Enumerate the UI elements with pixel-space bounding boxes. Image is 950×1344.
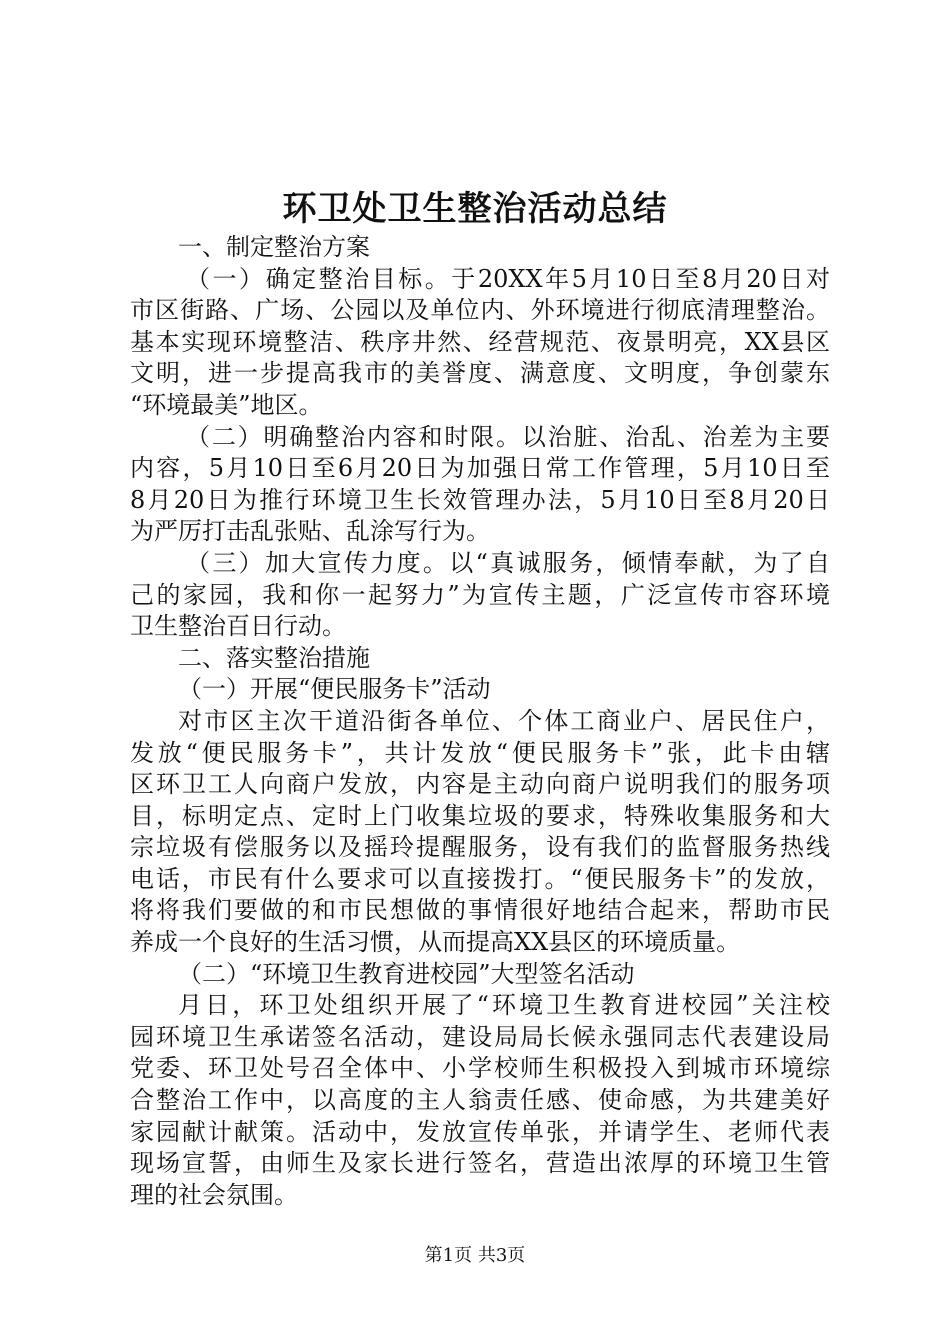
body-line: “环境最美”地区。 — [130, 390, 323, 419]
body-line: 现场宣誓，由师生及家长进行签名，营造出浓厚的环境卫生管 — [130, 1149, 830, 1178]
body-line: 区环卫工人向商户发放，内容是主动向商户说明我们的服务项 — [130, 770, 830, 799]
body-line: 家园献计献策。活动中，发放宣传单张，并请学生、老师代表 — [130, 1117, 830, 1146]
body-line: （二）“环境卫生教育进校园”大型签名活动 — [178, 959, 635, 988]
body-line: 合整治工作中，以高度的主人翁责任感、使命感，为共建美好 — [130, 1086, 830, 1115]
body-line: 二、落实整治措施 — [178, 643, 370, 672]
body-line: （二）明确整治内容和时限。以治脏、治乱、治差为主要 — [186, 422, 830, 451]
body-line: 己的家园，我和你一起努力”为宣传主题，广泛宣传市容环境 — [130, 580, 830, 609]
body-line: 园环境卫生承诺签名活动，建设局局长候永强同志代表建设局 — [130, 1022, 830, 1051]
body-line: 为严厉打击乱张贴、乱涂写行为。 — [130, 517, 490, 546]
body-line: （一）开展“便民服务卡”活动 — [178, 675, 491, 704]
body-line: 对市区主次干道沿街各单位、个体工商业户、居民住户， — [178, 706, 830, 735]
body-line: 理的社会氛围。 — [130, 1180, 298, 1209]
document-body — [130, 232, 830, 1211]
document-title: 环卫处卫生整治活动总结 — [282, 189, 668, 229]
body-line: 一、制定整治方案 — [178, 233, 370, 261]
body-line: 月日，环卫处组织开展了“环境卫生教育进校园”关注校 — [178, 991, 830, 1020]
body-line: 市区街路、广场、公园以及单位内、外环境进行彻底清理整治。 — [130, 296, 830, 325]
body-line: 将将我们要做的和市民想做的事情很好地结合起来，帮助市民 — [130, 896, 830, 925]
body-line: 宗垃圾有偿服务以及摇玲提醒服务，设有我们的监督服务热线 — [130, 833, 830, 862]
body-line: 养成一个良好的生活习惯，从而提高XX县区的环境质量。 — [130, 928, 741, 957]
body-line: （一）确定整治目标。于20XX年5月10日至8月20日对 — [186, 264, 830, 293]
body-line: （三）加大宣传力度。以“真诚服务，倾情奉献，为了自 — [186, 548, 830, 577]
body-line: 基本实现环境整洁、秩序井然、经营规范、夜景明亮，XX县区 — [130, 327, 830, 356]
body-line: 卫生整治百日行动。 — [130, 612, 346, 641]
body-line: 电话，市民有什么要求可以直接拨打。“便民服务卡”的发放， — [130, 864, 830, 893]
page-footer: 第1页 共3页 — [424, 1245, 526, 1266]
body-line: 党委、环卫处号召全体中、小学校师生积极投入到城市环境综 — [130, 1054, 830, 1083]
body-line: 内容，5月10日至6月20日为加强日常工作管理，5月10日至 — [130, 454, 830, 483]
body-line: 8月20日为推行环境卫生长效管理办法，5月10日至8月20日 — [130, 485, 830, 514]
body-line: 发放“便民服务卡”，共计发放“便民服务卡”张，此卡由辖 — [130, 738, 830, 767]
body-line: 文明，进一步提高我市的美誉度、满意度、文明度，争创蒙东 — [130, 359, 830, 388]
body-line: 目，标明定点、定时上门收集垃圾的要求，特殊收集服务和大 — [130, 801, 830, 830]
